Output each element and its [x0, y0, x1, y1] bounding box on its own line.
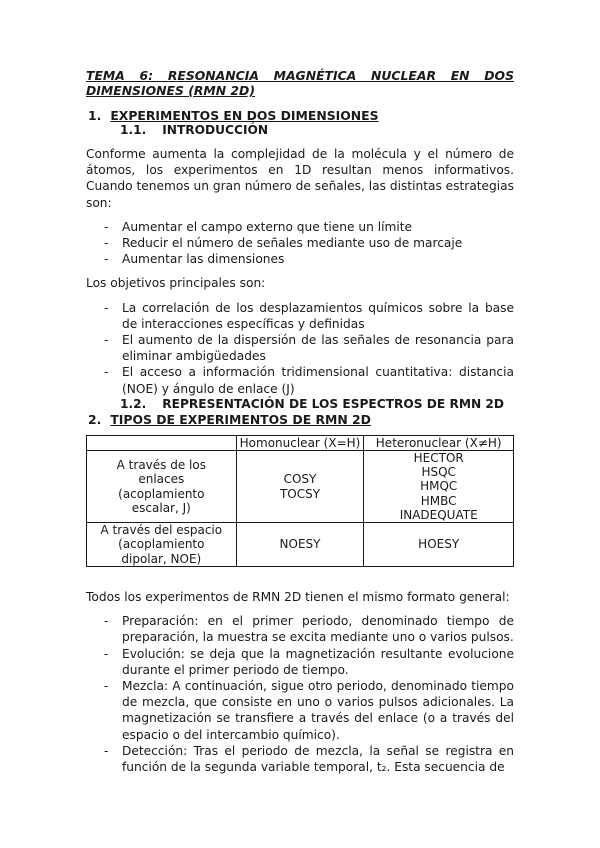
- list-item: - La correlación de los desplazamientos químicos sobre la base de interacciones específicas y definidas: [104, 300, 514, 331]
- title-line-2: DIMENSIONES (RMN 2D): [86, 83, 255, 98]
- cell-heteronuclear-bonds: HECTOR HSQC HMQC HMBC INADEQUATE: [364, 451, 514, 523]
- list-item: - Preparación: en el primer periodo, denominado tiempo de preparación, la muestra se excita mediante uno o varios pulsos.: [104, 614, 514, 645]
- row-label-bonds: A través de los enlaces (acoplamiento escalar, J): [87, 451, 237, 523]
- section-2-number: 2.: [88, 411, 102, 427]
- section-1-1-number: 1.1.: [120, 123, 147, 137]
- document-page: [86, 68, 514, 775]
- cell-heteronuclear-space: HOESY: [364, 523, 514, 567]
- dash-bullet: -: [104, 300, 109, 315]
- title-line-1: TEMA 6: RESONANCIA MAGNÉTICA NUCLEAR EN DOS: [86, 68, 514, 83]
- intro-paragraph: Conforme aumenta la complejidad de la molécula y el número de átomos, los experimentos en 1D resultan menos informativos. Cuando tenemos un gran número de señales, las distintas estrategias son:: [86, 147, 514, 210]
- dash-bullet: -: [104, 236, 109, 251]
- section-1-number: 1.: [88, 108, 102, 123]
- dash-bullet: -: [104, 614, 109, 629]
- dash-bullet: -: [104, 646, 109, 661]
- document-title: [86, 68, 514, 98]
- experiments-table: [86, 435, 514, 567]
- table-row: [87, 523, 514, 567]
- table-header-cell-empty: [87, 435, 237, 450]
- table-header-homonuclear: Homonuclear (X=H): [236, 435, 364, 450]
- list-item: - Aumentar el campo externo que tiene un límite: [104, 219, 413, 234]
- list-item: - Reducir el número de señales mediante uso de marcaje: [104, 236, 463, 251]
- list-item: - El aumento de la dispersión de las señales de resonancia para eliminar ambigüedades: [104, 333, 514, 364]
- section-1-2-number: 1.2.: [120, 396, 147, 411]
- section-1-heading: [86, 108, 514, 123]
- table-row: [87, 451, 514, 523]
- section-1-2-heading: [86, 397, 514, 412]
- section-1-1-heading: [86, 123, 514, 138]
- list-item: - El acceso a información tridimensional cuantitativa: distancia (NOE) y ángulo de enlace (J): [104, 365, 514, 396]
- table-header-heteronuclear: Heteronuclear (X≠H): [364, 435, 514, 450]
- section-1-1-label: INTRODUCCIÓN: [162, 123, 269, 137]
- cell-homonuclear-space: NOESY: [236, 523, 364, 567]
- objectives-list: [86, 300, 514, 397]
- list-item: - Evolución: se deja que la magnetización resultante evolucione durante el primer periodo de tiempo.: [104, 646, 514, 677]
- section-1-label: EXPERIMENTOS EN DOS DIMENSIONES: [110, 108, 379, 123]
- dash-bullet: -: [104, 219, 109, 234]
- dash-bullet: -: [104, 365, 109, 380]
- format-intro: Todos los experimentos de RMN 2D tienen el mismo formato general:: [86, 590, 510, 605]
- list-item: - Detección: Tras el periodo de mezcla, la señal se registra en función de la segunda variable temporal, t₂. Esta secuencia de: [104, 743, 514, 775]
- section-1-2-label: REPRESENTACIÓN DE LOS ESPECTROS DE RMN 2D: [162, 396, 505, 411]
- list-item: - Mezcla: A continuación, sigue otro periodo, denominado tiempo de mezcla, que consiste en uno o varios pulsos adicionales. La magnetización se transfiere a través del enlace (o a través del espacio o del intercambio químico).: [104, 679, 514, 742]
- cell-homonuclear-bonds: COSY TOCSY: [236, 451, 364, 523]
- table-header-row: [87, 435, 514, 450]
- section-2-heading: [86, 412, 514, 427]
- dash-bullet: -: [104, 333, 109, 348]
- strategies-list: [86, 219, 514, 268]
- section-2-label: TIPOS DE EXPERIMENTOS DE RMN 2D: [110, 411, 371, 427]
- objectives-intro: Los objetivos principales son:: [86, 276, 266, 291]
- dash-bullet: -: [104, 743, 109, 758]
- row-label-space: A través del espacio (acoplamiento dipolar, NOE): [87, 523, 237, 567]
- dash-bullet: -: [104, 252, 109, 267]
- list-item: - Aumentar las dimensiones: [104, 252, 285, 267]
- steps-list: [86, 613, 514, 775]
- dash-bullet: -: [104, 679, 109, 694]
